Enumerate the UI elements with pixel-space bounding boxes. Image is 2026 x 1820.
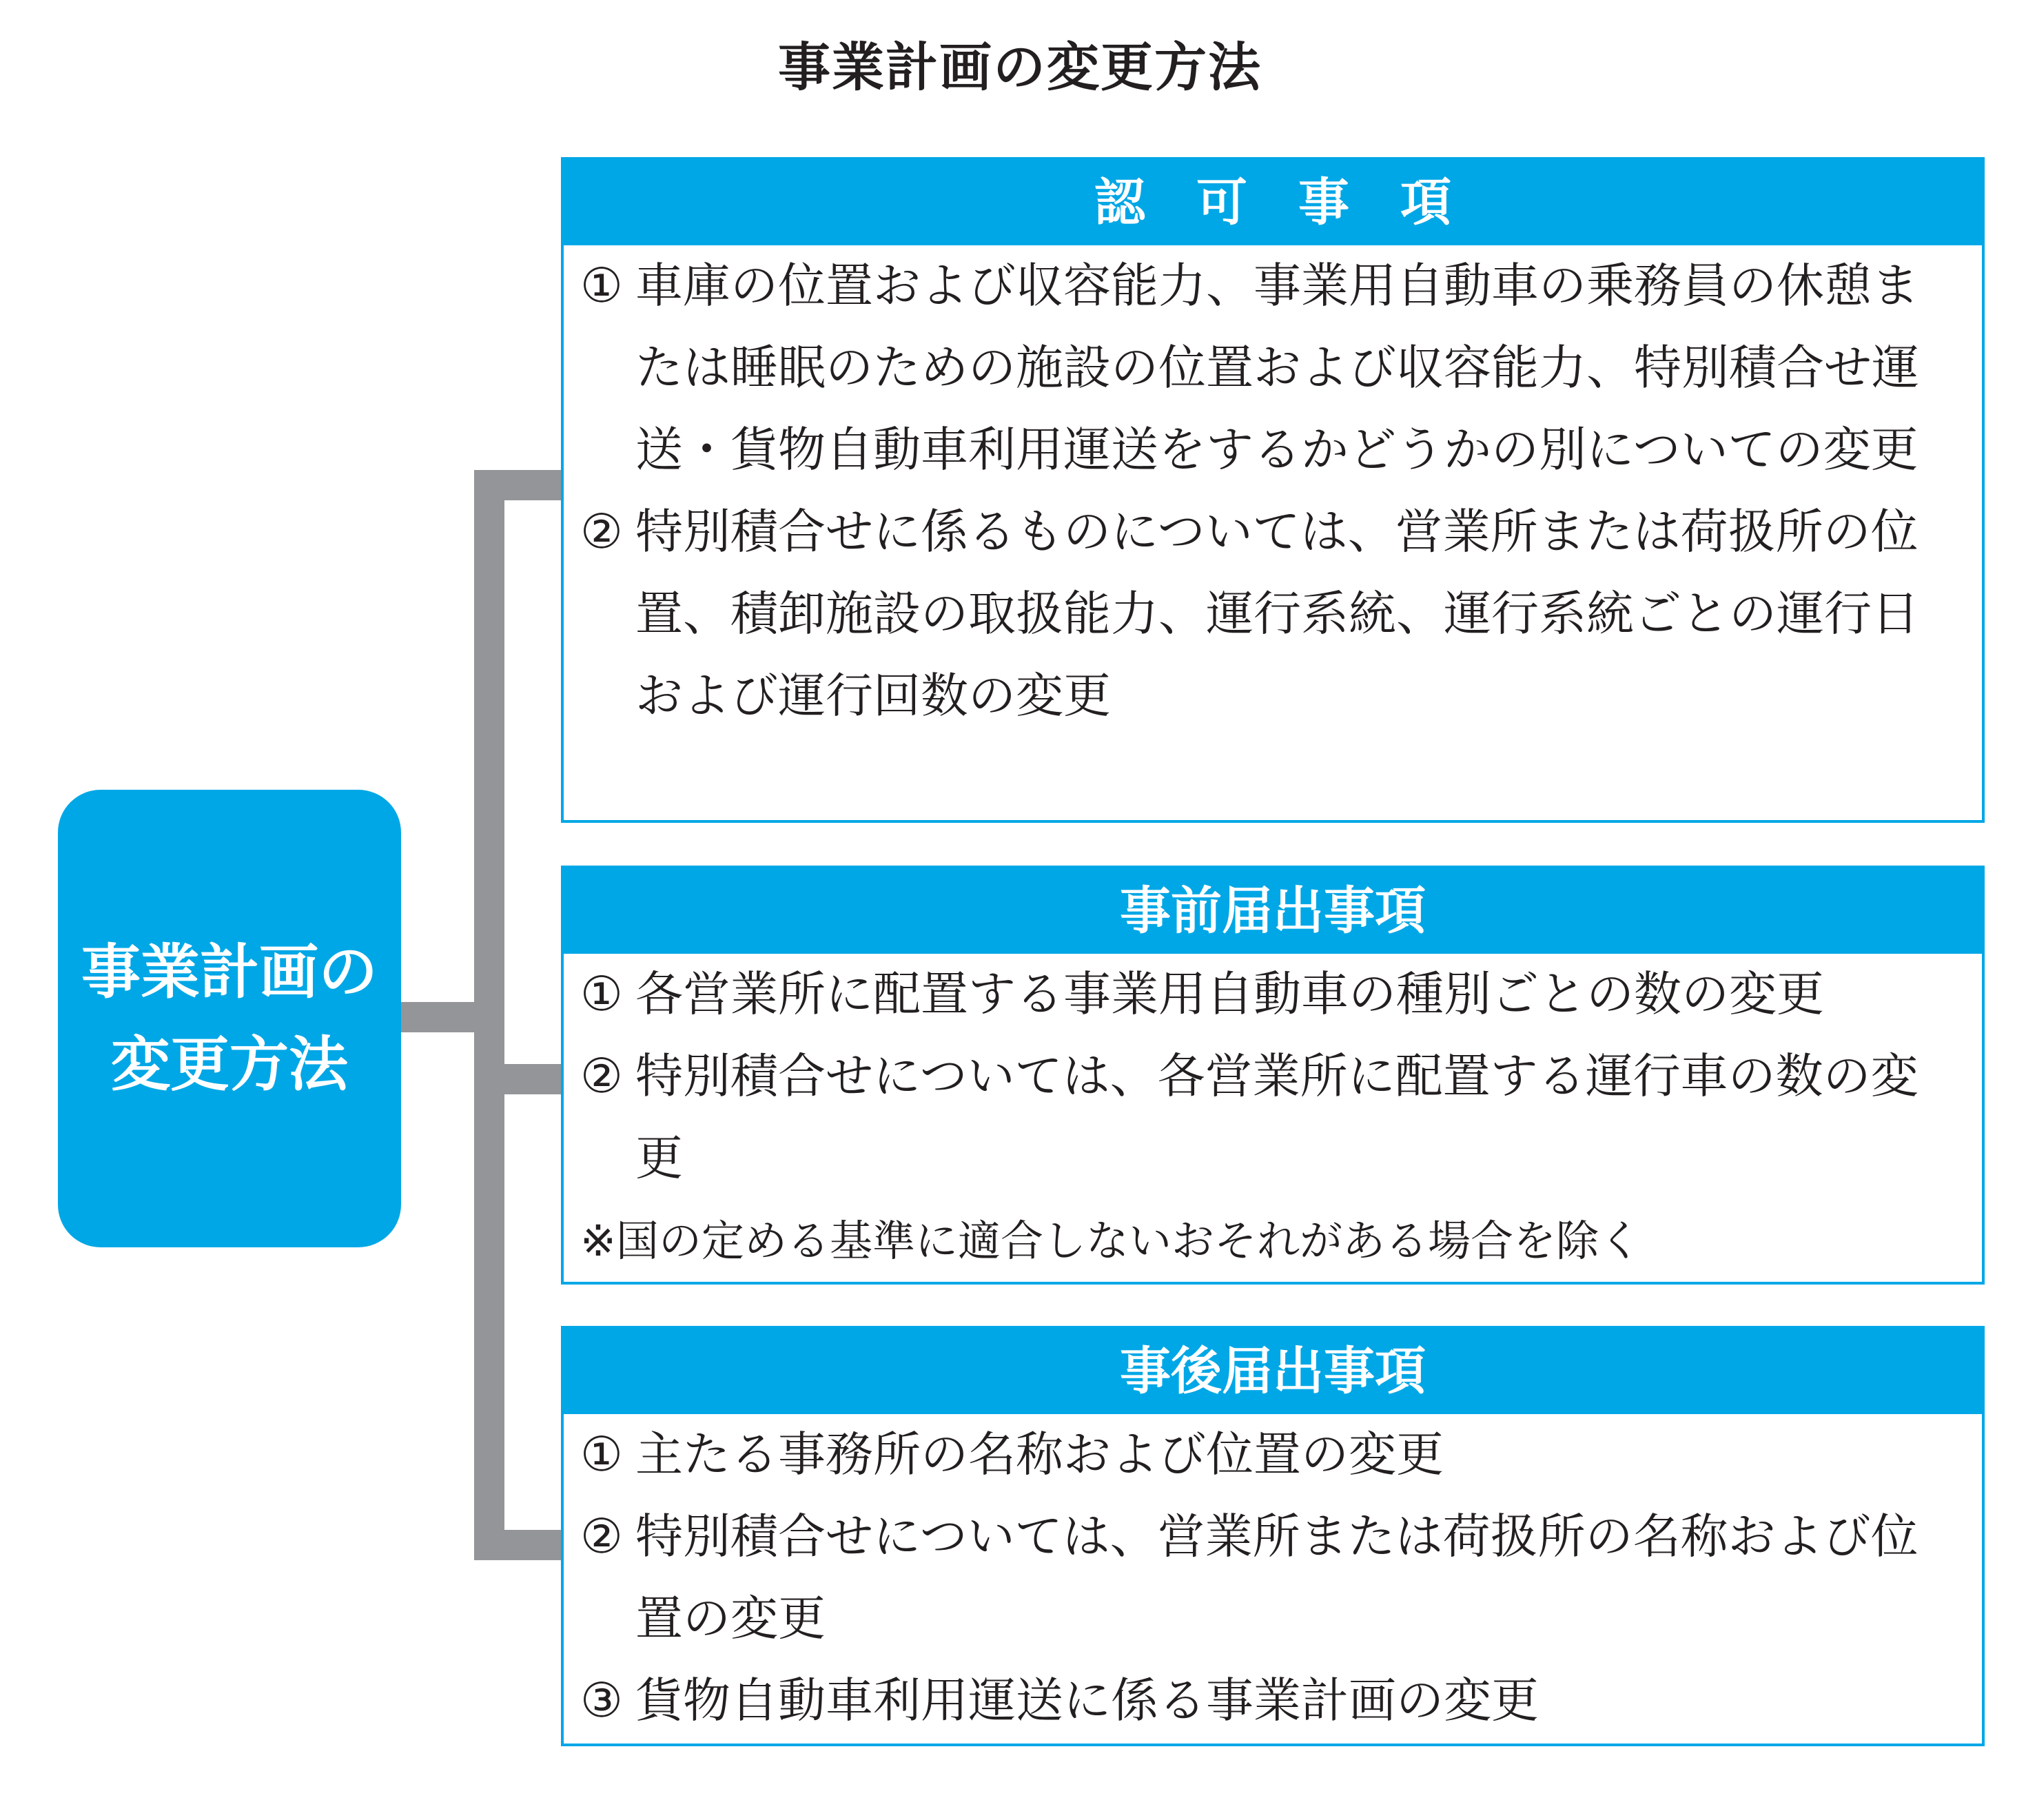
list-item [580, 954, 1965, 1036]
connector-vertical-trunk [474, 470, 504, 1560]
section-header: 事前届出事項 [564, 868, 1982, 954]
item-text: 主たる事務所の名称および位置の変更 [635, 1427, 1444, 1482]
section-header: 認 可 事 項 [564, 160, 1982, 245]
item-number: ② [580, 1049, 623, 1104]
root-node [58, 790, 401, 1247]
root-node-line-1: 事業計画の [81, 938, 378, 1007]
item-text: 特別積合せについては、営業所または荷扱所の名称および位置の変更 [635, 1509, 1918, 1646]
root-node-line-2: 変更方法 [111, 1030, 348, 1099]
section-body [564, 954, 1982, 1282]
item-number: ② [580, 1509, 623, 1564]
connector-branch-2 [474, 1064, 564, 1094]
section-post-notification [561, 1326, 1985, 1746]
list-item [580, 1660, 1965, 1742]
connector-branch-1 [474, 470, 564, 500]
section-note: ※国の定める基準に適合しないおそれがある場合を除く [580, 1216, 1641, 1266]
section-body [564, 1414, 1982, 1742]
diagram-title: 事業計画の変更方法 [778, 37, 1262, 98]
list-item [580, 1414, 1965, 1496]
item-text: 各営業所に配置する事業用自動車の種別ごとの数の変更 [635, 967, 1824, 1022]
item-text: 特別積合せに係るものについては、営業所または荷扱所の位置、積卸施設の取扱能力、運行系統、運行系統ごとの運行日および運行回数の変更 [635, 504, 1919, 724]
list-item [580, 245, 1965, 491]
section-approval [561, 157, 1985, 823]
item-text: 特別積合せについては、各営業所に配置する運行車の数の変更 [635, 1049, 1918, 1186]
section-prior-notification [561, 866, 1985, 1285]
item-text: 貨物自動車利用運送に係る事業計画の変更 [635, 1673, 1539, 1728]
item-number: ① [580, 967, 623, 1022]
item-number: ② [580, 504, 623, 560]
section-header: 事後届出事項 [564, 1329, 1982, 1414]
list-item [580, 491, 1965, 737]
item-number: ① [580, 258, 623, 314]
item-text: 車庫の位置および収容能力、事業用自動車の乗務員の休憩または睡眠のための施設の位置および収容能力、特別積合せ運送・貨物自動車利用運送をするかどうかの別についての変更 [635, 258, 1919, 478]
section-body [564, 245, 1982, 737]
item-number: ① [580, 1427, 623, 1482]
item-number: ③ [580, 1673, 623, 1728]
list-item [580, 1496, 1965, 1660]
list-item [580, 1036, 1965, 1200]
connector-branch-3 [474, 1530, 564, 1560]
